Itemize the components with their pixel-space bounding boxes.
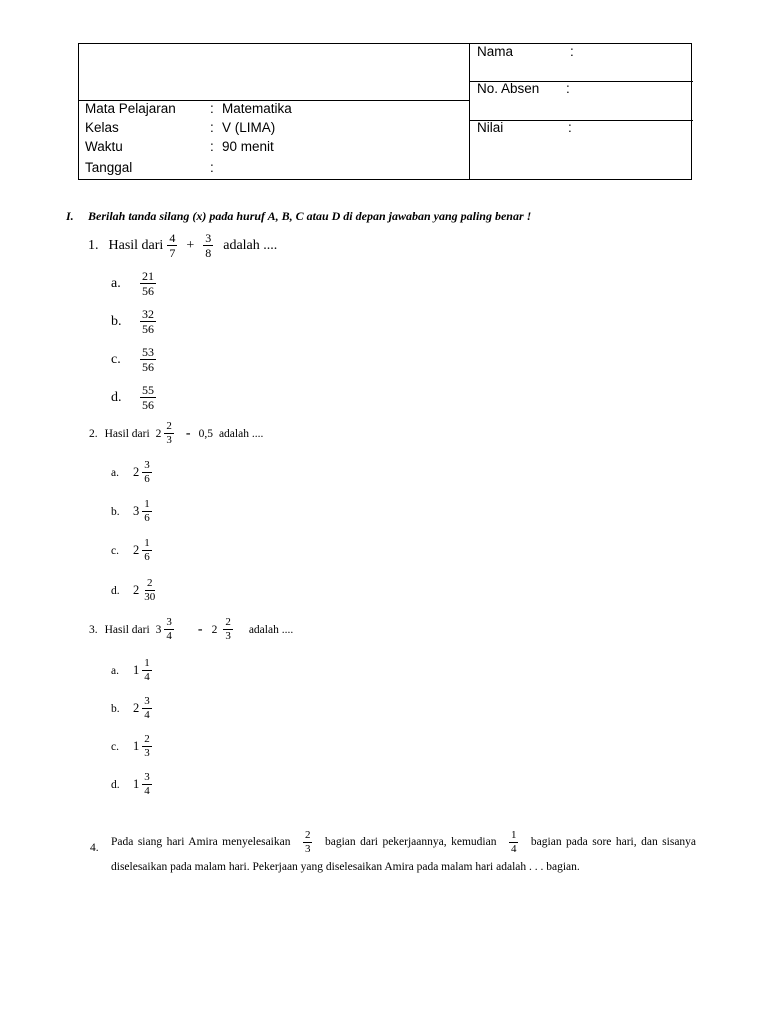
question-1-prefix: Hasil dari	[108, 237, 164, 253]
question-3-prefix: Hasil dari	[104, 623, 150, 636]
fraction-numerator: 3	[144, 771, 150, 783]
option-fraction	[142, 734, 152, 759]
class-label: Kelas	[85, 120, 119, 135]
option-fraction	[142, 658, 152, 683]
question-2-operator: -	[185, 425, 191, 441]
question-4-text	[111, 830, 696, 879]
question-2-prefix: Hasil dari	[104, 427, 150, 440]
option-label: a.	[111, 275, 121, 291]
fraction-denominator: 7	[169, 246, 176, 260]
time-value: 90 menit	[222, 139, 274, 154]
option-whole: 1	[133, 663, 140, 677]
question-1-option-d[interactable]	[111, 384, 158, 411]
fraction-denominator: 4	[144, 671, 150, 683]
option-label: b.	[111, 505, 120, 518]
question-4-fraction-2	[509, 830, 519, 855]
nama-colon: :	[570, 44, 574, 59]
question-2-suffix: adalah ....	[218, 427, 264, 440]
nilai-colon: :	[568, 120, 572, 135]
fraction-denominator: 4	[144, 785, 150, 797]
fraction-numerator: 3	[144, 695, 150, 707]
question-3-option-b[interactable]	[111, 696, 154, 721]
question-1-number: 1.	[88, 237, 99, 253]
option-whole: 2	[133, 465, 140, 479]
option-whole: 1	[133, 739, 140, 753]
option-label: b.	[111, 702, 120, 715]
option-whole: 2	[133, 583, 140, 597]
question-2-fraction	[164, 421, 174, 446]
option-whole: 2	[133, 701, 140, 715]
question-4-text-3: bagian pada sore hari, dan sisanya diselesaikan pada malam hari. Pekerjaan yang diselesaikan Amira pada malam hari adalah . . . bagian.	[111, 836, 697, 873]
fraction-denominator: 3	[144, 747, 150, 759]
fraction-numerator: 3	[205, 231, 212, 245]
question-4-text-2: bagian dari pekerjaannya, kemudian	[324, 836, 497, 849]
question-1	[88, 232, 277, 259]
question-1-option-c[interactable]	[111, 346, 158, 373]
option-fraction	[140, 384, 156, 411]
option-label: d.	[111, 584, 120, 597]
fraction-numerator: 2	[147, 577, 153, 589]
absen-colon: :	[566, 81, 570, 96]
fraction-numerator: 3	[144, 459, 150, 471]
question-3-suffix: adalah ....	[248, 623, 294, 636]
fraction-numerator: 53	[142, 345, 154, 359]
fraction-numerator: 4	[169, 231, 176, 245]
fraction-numerator: 32	[142, 307, 154, 321]
fraction-denominator: 4	[510, 843, 517, 855]
nilai-label: Nilai	[477, 120, 504, 135]
question-1-option-b[interactable]	[111, 308, 158, 335]
fraction-numerator: 2	[144, 733, 150, 745]
instruction-number: I.	[66, 209, 74, 223]
option-whole: 3	[133, 504, 140, 518]
nama-label: Nama	[477, 44, 514, 59]
option-fraction	[140, 308, 156, 335]
fraction-denominator: 4	[144, 709, 150, 721]
question-3-fraction-2	[223, 617, 233, 642]
question-4-text-1: Pada siang hari Amira menyelesaikan	[111, 836, 291, 849]
fraction-denominator: 56	[142, 284, 154, 298]
instruction	[66, 209, 531, 224]
option-label: a.	[111, 664, 119, 677]
date-colon: :	[210, 160, 214, 175]
subject-colon: :	[210, 101, 214, 116]
option-whole: 2	[133, 543, 140, 557]
fraction-numerator: 1	[144, 537, 150, 549]
question-2-value: 0,5	[198, 427, 213, 440]
date-label: Tanggal	[85, 160, 133, 175]
fraction-numerator: 1	[510, 829, 517, 841]
question-2-number: 2.	[89, 427, 98, 440]
question-3-operator: -	[197, 621, 203, 637]
question-2-option-b[interactable]	[111, 499, 154, 524]
fraction-denominator: 3	[166, 434, 172, 446]
question-3-option-a[interactable]	[111, 658, 154, 683]
question-3-number: 3.	[89, 623, 98, 636]
fraction-numerator: 21	[142, 269, 154, 283]
option-label: c.	[111, 544, 119, 557]
question-2-option-d[interactable]	[111, 578, 159, 603]
option-fraction	[142, 696, 152, 721]
question-2	[89, 421, 263, 446]
option-fraction	[142, 499, 152, 524]
subject-value: Matematika	[222, 101, 292, 116]
question-3-whole-1: 3	[155, 623, 162, 636]
header-table	[78, 43, 692, 180]
fraction-denominator: 56	[142, 398, 154, 412]
option-fraction	[140, 346, 156, 373]
option-label: c.	[111, 740, 119, 753]
instruction-text: Berilah tanda silang (x) pada huruf A, B, C atau D di depan jawaban yang paling benar !	[88, 209, 532, 223]
fraction-numerator: 2	[304, 829, 311, 841]
absen-label: No. Absen	[477, 81, 540, 96]
question-4-number: 4.	[90, 842, 99, 854]
time-colon: :	[210, 139, 214, 154]
fraction-denominator: 56	[142, 322, 154, 336]
option-label: c.	[111, 351, 121, 367]
fraction-numerator: 1	[144, 498, 150, 510]
header-divider-vertical	[469, 44, 470, 179]
option-fraction	[142, 460, 152, 485]
question-3-fraction-1	[164, 617, 174, 642]
question-3	[89, 617, 293, 642]
option-fraction	[140, 270, 156, 297]
fraction-numerator: 2	[225, 616, 231, 628]
fraction-denominator: 6	[144, 512, 150, 524]
question-4-fraction-1	[303, 830, 313, 855]
fraction-denominator: 6	[144, 551, 150, 563]
fraction-numerator: 3	[166, 616, 172, 628]
option-label: a.	[111, 466, 119, 479]
fraction-denominator: 3	[225, 630, 231, 642]
option-label: b.	[111, 313, 122, 329]
option-whole: 1	[133, 777, 140, 791]
question-1-suffix: adalah ....	[223, 237, 278, 253]
class-colon: :	[210, 120, 214, 135]
question-2-option-c[interactable]	[111, 538, 154, 563]
fraction-numerator: 1	[144, 657, 150, 669]
fraction-denominator: 56	[142, 360, 154, 374]
option-fraction	[142, 538, 152, 563]
question-3-whole-2: 2	[211, 623, 218, 636]
fraction-denominator: 4	[166, 630, 172, 642]
question-1-operator: +	[186, 237, 195, 253]
fraction-denominator: 3	[304, 843, 311, 855]
class-value: V (LIMA)	[222, 120, 276, 135]
subject-label: Mata Pelajaran	[85, 101, 176, 116]
fraction-denominator: 8	[205, 246, 212, 260]
question-2-whole: 2	[155, 427, 162, 440]
option-fraction	[142, 772, 152, 797]
question-3-option-d[interactable]	[111, 772, 154, 797]
option-fraction	[142, 578, 157, 603]
option-label: d.	[111, 389, 122, 405]
fraction-denominator: 6	[144, 473, 150, 485]
time-label: Waktu	[85, 139, 123, 154]
question-2-option-a[interactable]	[111, 460, 154, 485]
question-3-option-c[interactable]	[111, 734, 154, 759]
question-1-fraction-1	[167, 232, 177, 259]
question-1-option-a[interactable]	[111, 270, 158, 297]
fraction-numerator: 2	[166, 420, 172, 432]
fraction-denominator: 30	[144, 591, 156, 603]
fraction-numerator: 55	[142, 383, 154, 397]
option-label: d.	[111, 778, 120, 791]
question-1-fraction-2	[203, 232, 213, 259]
